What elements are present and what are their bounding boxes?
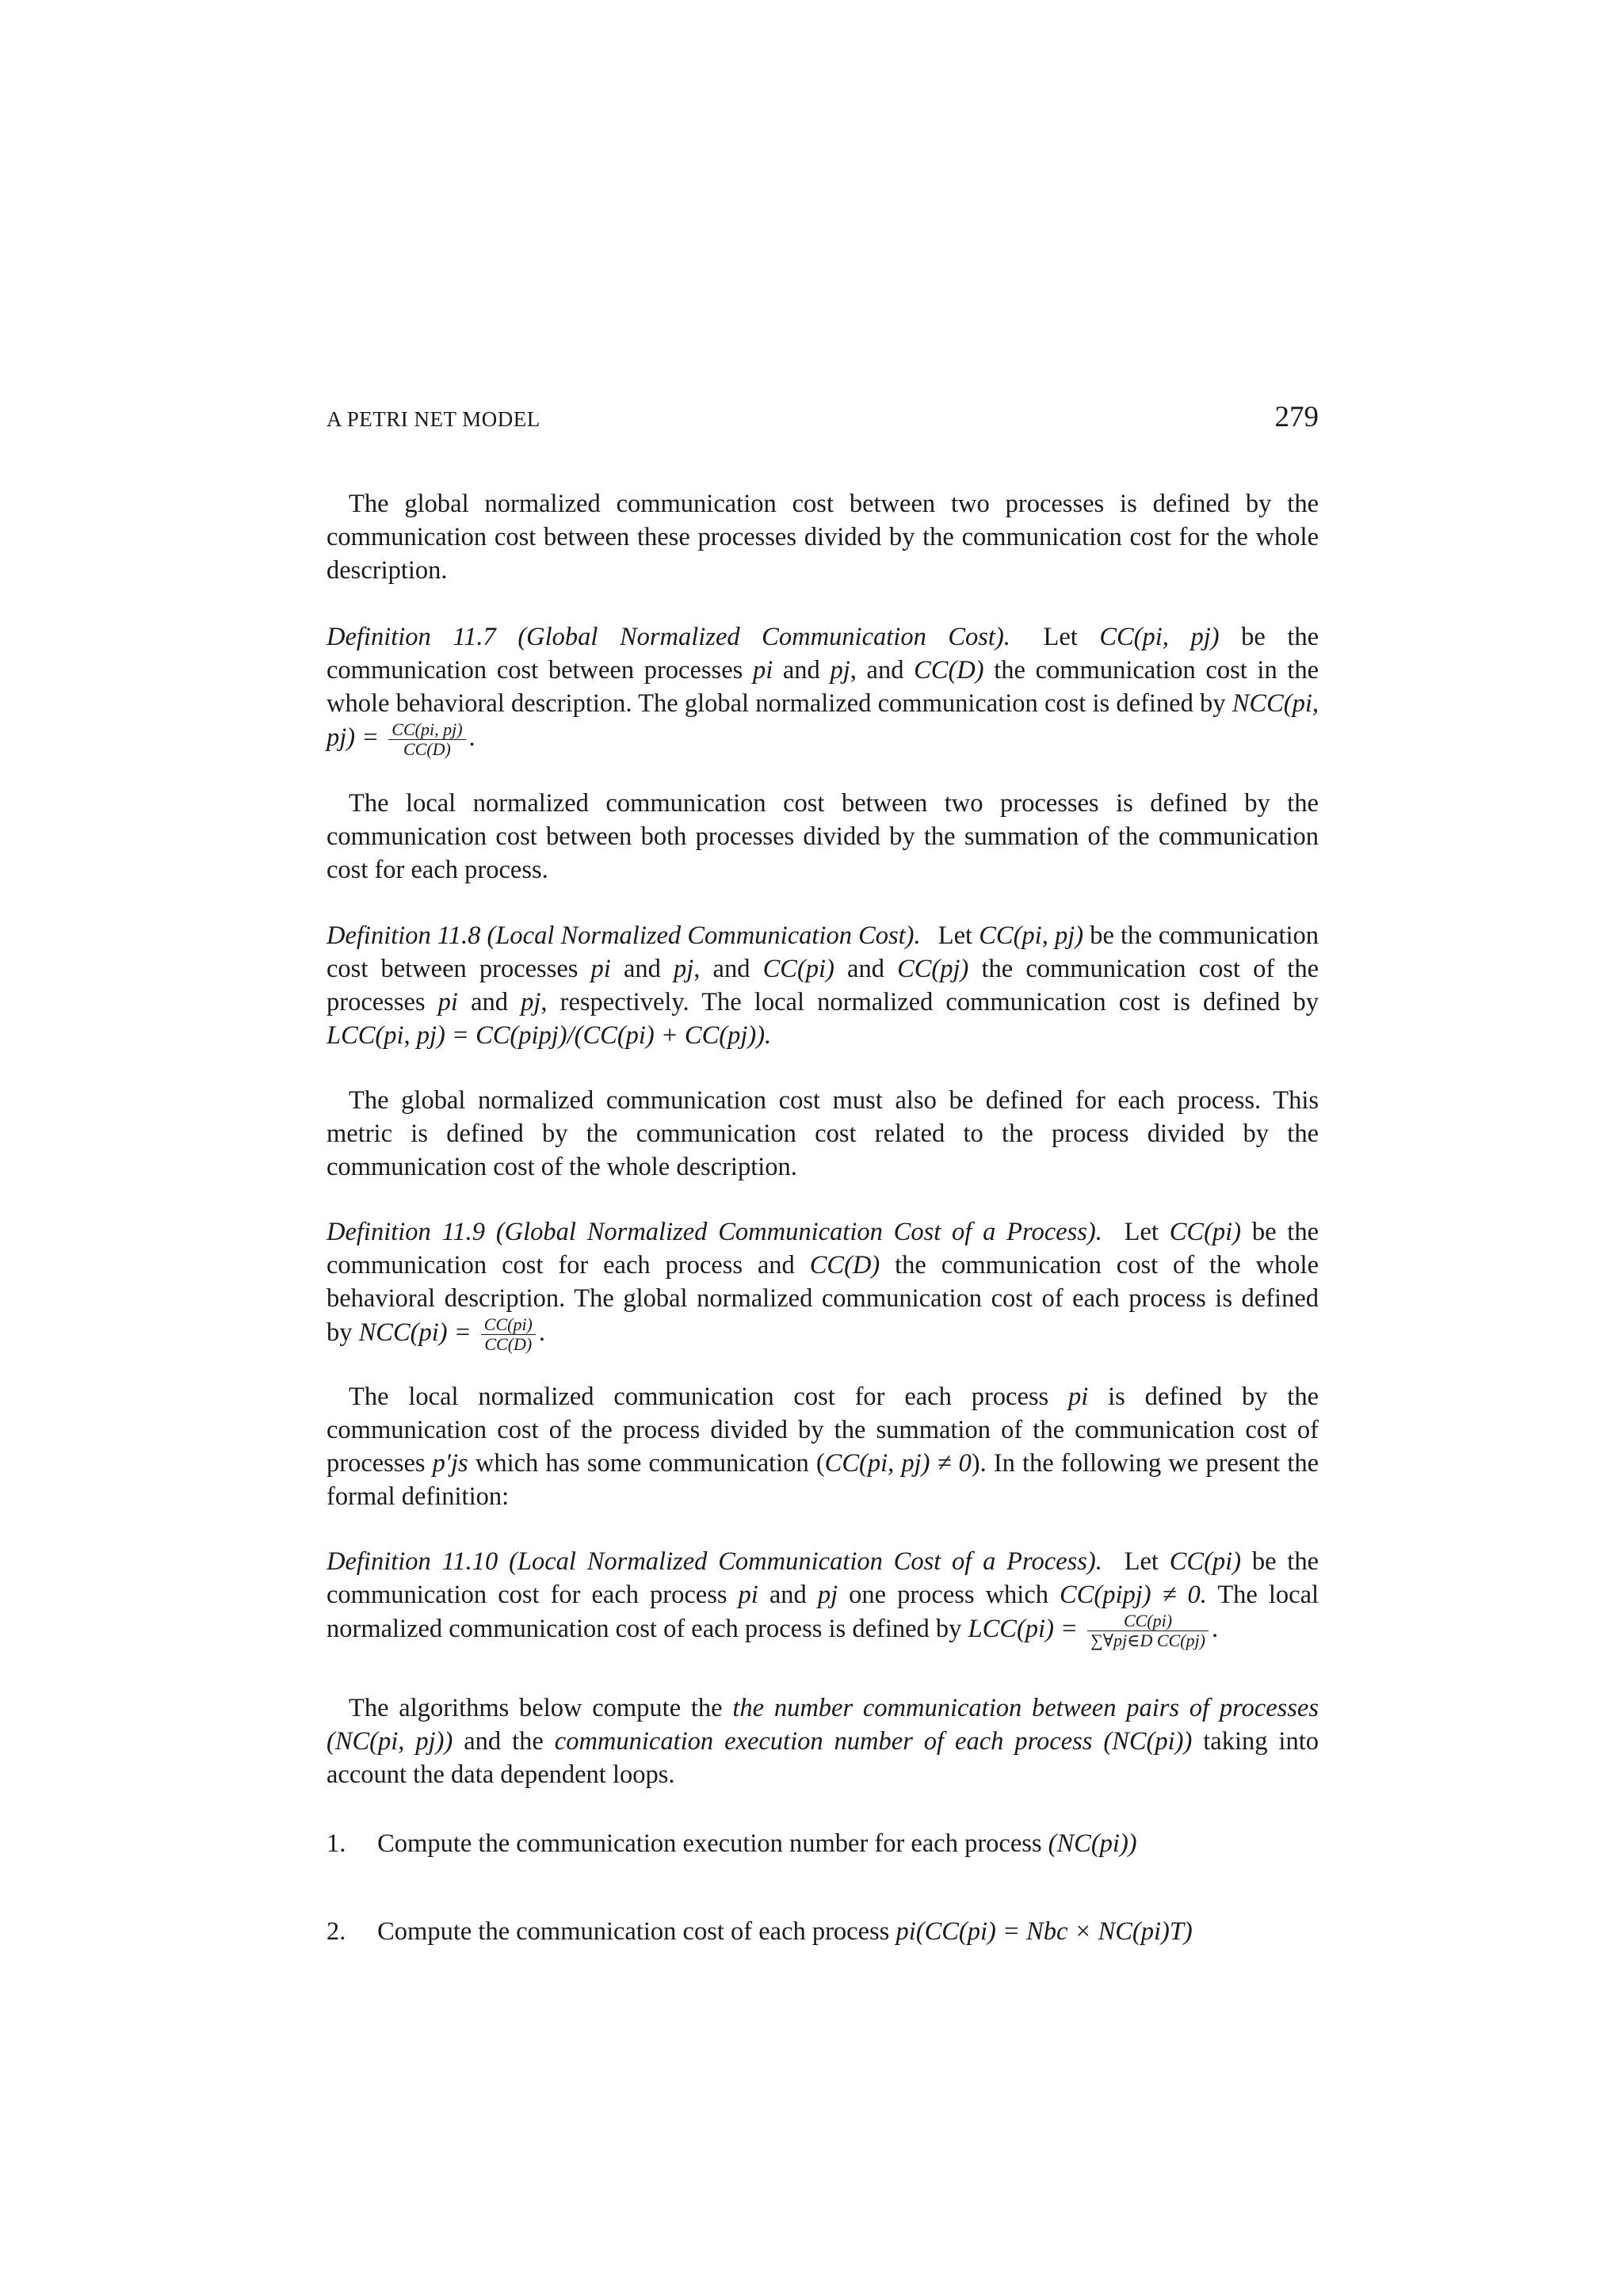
fraction: $\frac{CC(pi, pj)}{CC(D)}$ xyxy=(388,720,465,759)
definition-11-8: Definition 11.8 (Local Normalized Communication Cost). Let CC(pi, pj) be the communication cost between processes pi and pj, and CC(pi) and CC(pj) the communication cost of the processes pi and pj, respectively. The local normalized communication cost is defined by LCC(pi, pj) = CC(pipj)/(CC(pi) + CC(pj)). xyxy=(327,921,1319,1050)
list-item: 1. Compute the communication execution number for each process (NC(pi)) xyxy=(327,1827,1319,1860)
paragraph-global-ncc-process-intro: The global normalized communication cost must also be defined for each process. This metric is defined by the communication cost related to the process divided by the communication cost of the whole description. xyxy=(327,1086,1319,1181)
math-ncc-formula: NCC(pi, pj) = xyxy=(327,689,1319,752)
math-cc-pi-pj: CC(pi, pj) xyxy=(1099,623,1220,651)
list-item: 2. Compute the communication cost of each process pi(CC(pi) = Nbc × NC(pi)T) xyxy=(327,1915,1319,1948)
paragraph-global-ncc-intro: The global normalized communication cost between two processes is defined by the communication cost between these processes divided by the communication cost for the whole description. xyxy=(327,490,1319,585)
paragraph-local-ncc-process-intro: The local normalized communication cost for each process pi is defined by the communication cost of the process divided by the summation of the communication cost of processes p′js which has some communication (CC(pi, pj) ≠ 0). In the following we present the formal definition: xyxy=(327,1383,1319,1511)
fraction: $\frac{CC(pi)}{CC(D)}$ xyxy=(481,1315,536,1354)
definition-label: Definition 11.7 (Global Normalized Communication Cost). xyxy=(327,623,1010,651)
math-lcc-formula: LCC(pi, pj) = CC(pipj)/(CC(pi) + CC(pj)). xyxy=(327,1021,772,1050)
paragraph-algorithms-intro: The algorithms below compute the the number communication between pairs of processes (NC(pi, pj)) and the communication execution number of each process (NC(pi)) taking into account the data dependent loops. xyxy=(327,1694,1319,1789)
running-title: A PETRI NET MODEL xyxy=(327,407,540,431)
math-lcc-process-formula: LCC(pi) = xyxy=(968,1614,1078,1643)
definition-11-9: Definition 11.9 (Global Normalized Communication Cost of a Process). Let CC(pi) be the communication cost for each process and CC(D) the communication cost of the whole behavioral description. The global normalized communication cost of each process is defined by NCC(pi) = $\frac{CC(pi)}{CC(D)}$ . xyxy=(327,1218,1319,1354)
definition-label: Definition 11.9 (Global Normalized Communication Cost of a Process). xyxy=(327,1218,1102,1246)
definition-label: Definition 11.8 (Local Normalized Communication Cost). xyxy=(327,921,921,950)
math-ncc-process-formula: NCC(pi) = xyxy=(358,1318,472,1347)
definition-label: Definition 11.10 (Local Normalized Communication Cost of a Process). xyxy=(327,1547,1102,1576)
definition-11-10: Definition 11.10 (Local Normalized Communication Cost of a Process). Let CC(pi) be the communication cost for each process pi and pj one process which CC(pipj) ≠ 0. The local normalized communication cost of each process is defined by LCC(pi) = $\frac{CC(pi)}{\text{∑∀pj∈D CC(pj)}}$ . xyxy=(327,1547,1319,1650)
list-number: 1. xyxy=(327,1829,346,1858)
fraction: $\frac{CC(pi)}{\text{∑∀pj∈D CC(pj)}}$ xyxy=(1087,1611,1209,1650)
page-number: 279 xyxy=(1274,401,1319,433)
list-number: 2. xyxy=(327,1917,346,1946)
paragraph-local-ncc-intro: The local normalized communication cost between two processes is defined by the communication cost between both processes divided by the summation of the communication cost for each process. xyxy=(327,789,1319,884)
definition-11-7: Definition 11.7 (Global Normalized Communication Cost). Let CC(pi, pj) be the communication cost between processes pi and pj, and CC(D) the communication cost in the whole behavioral description. The global normalized communication cost is defined by NCC(pi, pj) = $\frac{CC(pi, pj)}{CC(D)}$ . xyxy=(327,623,1319,759)
running-head xyxy=(327,400,1319,434)
